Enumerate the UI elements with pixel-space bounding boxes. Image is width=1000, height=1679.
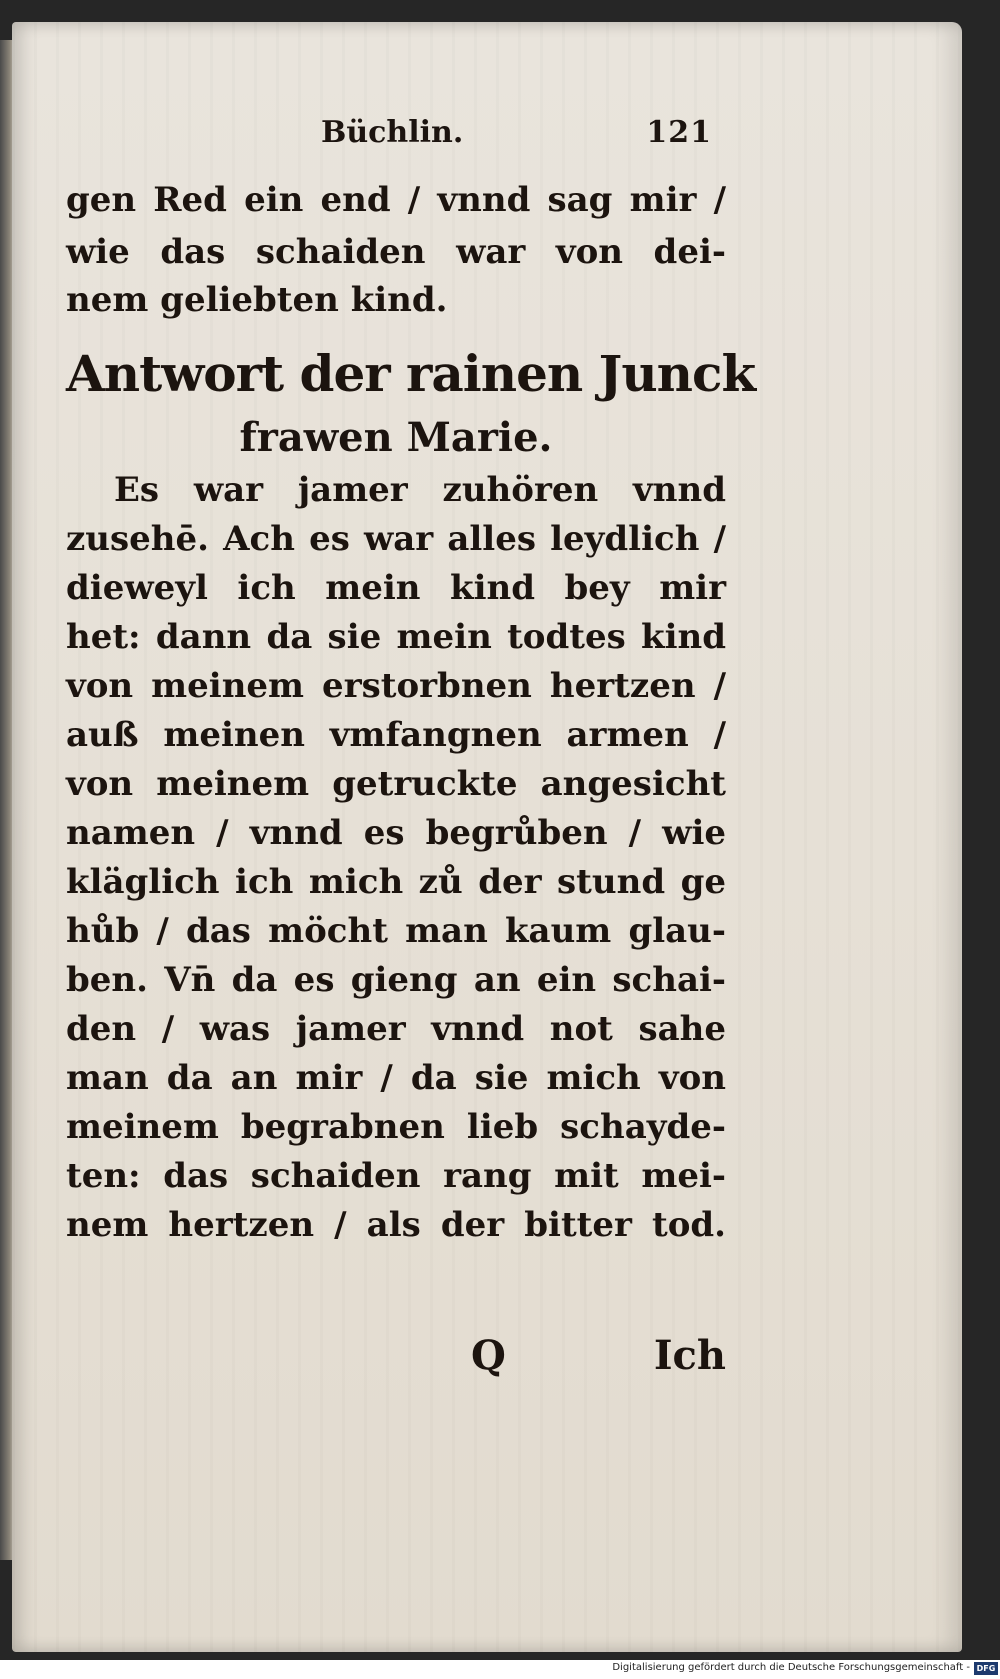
text-line: meinem begrabnen lieb schayde- [66,1107,726,1147]
text-line: von meinem erstorbnen hertzen / [66,666,726,706]
page-number: 121 [646,115,712,150]
text-line: gen Red ein end / vnnd sag mir / [66,180,726,220]
text-line: Es war jamer zuhören vnnd [114,470,726,510]
funding-credit: Digitalisierung gefördert durch die Deutsche Forschungsgemeinschaft - [612,1662,970,1673]
section-heading-line-1: Antwort der rainen Junck [66,344,756,403]
text-line: zusehē. Ach es war alles leydlich / [66,519,726,559]
signature-mark: Q [471,1332,506,1379]
running-title: Büchlin. [321,115,464,150]
text-line: het: dann da sie mein todtes kind [66,617,726,657]
text-line: ten: das schaiden rang mit mei- [66,1156,726,1196]
text-line: ben. Vn̄ da es gieng an ein schai- [66,960,726,1000]
section-heading-line-2: frawen Marie. [239,414,553,461]
book-page [12,22,962,1652]
page-header [66,115,726,165]
catchword: Ich [653,1332,726,1379]
text-line: den / was jamer vnnd not sahe [66,1009,726,1049]
text-line: nem hertzen / als der bitter tod. [66,1205,726,1245]
catchline [66,1332,726,1388]
text-line: namen / vnnd es begrůben / wie [66,813,726,853]
text-line: dieweyl ich mein kind bey mir [66,568,726,608]
text-line: hůb / das möcht man kaum glau- [66,911,726,951]
text-line: wie das schaiden war von dei- [66,232,726,272]
digitization-footer [0,1660,1000,1679]
text-line: kläglich ich mich zů der stund ge [66,862,726,902]
text-line: nem geliebten kind. [66,280,448,320]
text-line: auß meinen vmfangnen armen / [66,715,726,755]
text-line: man da an mir / da sie mich von [66,1058,726,1098]
text-line: von meinem getruckte angesicht [66,764,726,804]
dfg-logo: DFG [974,1662,998,1675]
